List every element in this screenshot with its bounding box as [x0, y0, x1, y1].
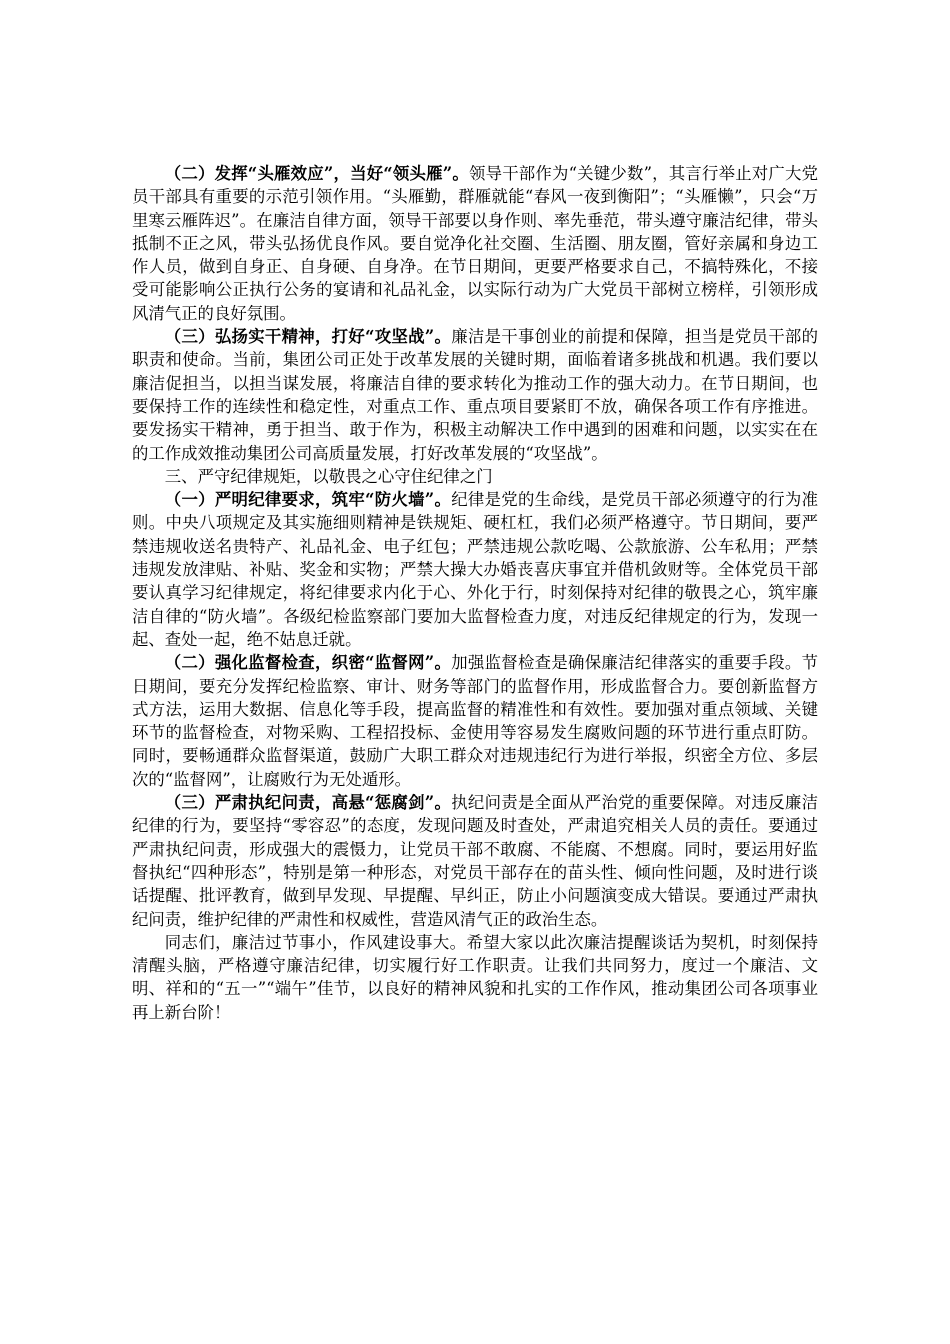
section-heading: 三、严守纪律规矩，以敬畏之心守住纪律之门 [164, 466, 493, 486]
paragraph-lead: （二）强化监督检查，织密“监督网”。 [164, 653, 452, 673]
paragraph-lead: （一）严明纪律要求，筑牢“防火墙”。 [164, 490, 452, 510]
paragraph-body: 廉洁是干事创业的前提和保障，担当是党员干部的职责和使命。当前，集团公司正处于改革发展的关键时期，面临着诸多挑战和机遇。我们要以廉洁促担当，以担当谋发展，将廉洁自律的要求转化为推动工作的强大动力。在节日期间，也要保持工作的连续性和稳定性，对重点工作、重点项目要紧盯不放，确保各项工作有序推进。要发扬实干精神，勇于担当、敢于作为，积极主动解决工作中遇到的困难和问题，以实实在在的工作成效推动集团公司高质量发展，打好改革发展的“攻坚战”。 [132, 327, 819, 463]
paragraph-lead: （三）严肃执纪问责，高悬“惩腐剑”。 [164, 793, 452, 813]
document-page [132, 162, 818, 1024]
paragraph-body: 纪律是党的生命线，是党员干部必须遵守的行为准则。中央八项规定及其实施细则精神是铁规矩、硬杠杠，我们必须严格遵守。节日期间，要严禁违规收送名贵特产、礼品礼金、电子红包；严禁违规公款吃喝、公款旅游、公车私用；严禁违规发放津贴、补贴、奖金和实物；严禁大操大办婚丧喜庆事宜并借机敛财等。全体党员干部要认真学习纪律规定，将纪律要求内化于心、外化于行，时刻保持对纪律的敬畏之心，筑牢廉洁自律的“防火墙”。各级纪检监察部门要加大监督检查力度，对违反纪律规定的行为，发现一起、查处一起，绝不姑息迁就。 [132, 490, 819, 649]
paragraph-lead: （三）弘扬实干精神，打好“攻坚战”。 [164, 327, 452, 347]
paragraph-body: 领导干部作为“关键少数”，其言行举止对广大党员干部具有重要的示范引领作用。“头雁勤，群雁就能“春风一夜到衡阳”；“头雁懒”，只会“万里寒云雁阵迟”。在廉洁自律方面，领导干部要以身作则、率先垂范，带头遵守廉洁纪律，带头抵制不正之风，带头弘扬优良作风。要自觉净化社交圈、生活圈、朋友圈，管好亲属和身边工作人员，做到自身正、自身硬、自身净。在节日期间，更要严格要求自己，不搞特殊化，不接受可能影响公正执行公务的宴请和礼品礼金，以实际行动为广大党员干部树立榜样，引领形成风清气正的良好氛围。 [132, 164, 818, 323]
paragraph-closing [132, 931, 818, 1024]
paragraph-supervision [132, 651, 818, 791]
paragraph-accountability [132, 791, 818, 931]
paragraph-hard-work [132, 325, 818, 465]
paragraph-lead-goose [132, 162, 818, 325]
paragraph-lead: （二）发挥“头雁效应”，当好“领头雁”。 [164, 164, 469, 183]
paragraph-discipline-requirements [132, 488, 818, 651]
paragraph-body: 执纪问责是全面从严治党的重要保障。对违反廉洁纪律的行为，要坚持“零容忍”的态度，发现问题及时查处，严肃追究相关人员的责任。要通过严肃执纪问责，形成强大的震慑力，让党员干部不敢腐、不能腐、不想腐。同时，要运用好监督执纪“四种形态”，特别是第一种形态，对党员干部存在的苗头性、倾向性问题，及时进行谈话提醒、批评教育，做到早发现、早提醒、早纠正，防止小问题演变成大错误。要通过严肃执纪问责，维护纪律的严肃性和权威性，营造风清气正的政治生态。 [132, 793, 819, 929]
paragraph-body: 同志们，廉洁过节事小，作风建设事大。希望大家以此次廉洁提醒谈话为契机，时刻保持清醒头脑，严格遵守廉洁纪律，切实履行好工作职责。让我们共同努力，度过一个廉洁、文明、祥和的“五一”“端午”佳节，以良好的精神风貌和扎实的工作作风，推动集团公司各项事业再上新台阶！ [132, 932, 818, 1022]
paragraph-body: 加强监督检查是确保廉洁纪律落实的重要手段。节日期间，要充分发挥纪检监察、审计、财务等部门的监督作用，形成监督合力。要创新监督方式方法，运用大数据、信息化等手段，提高监督的精准性和有效性。要加强对重点领域、关键环节的监督检查，对物采购、工程招投标、金使用等容易发生腐败问题的环节进行重点盯防。同时，要畅通群众监督渠道，鼓励广大职工群众对违规违纪行为进行举报，织密全方位、多层次的“监督网”，让腐败行为无处遁形。 [132, 653, 819, 789]
